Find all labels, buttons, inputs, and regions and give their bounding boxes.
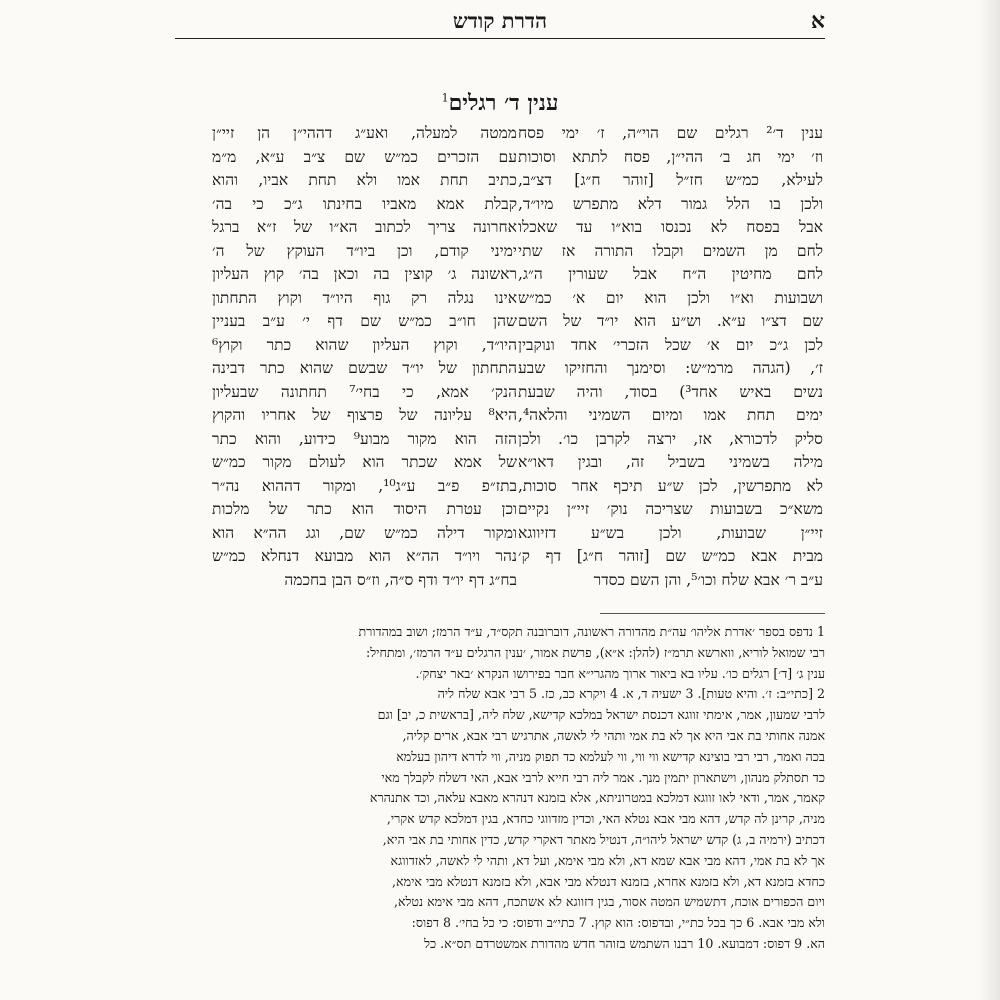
text-line: מילה בשמיני בשביל זה, ובגין דאו״א <box>518 453 823 471</box>
text-line: זיי״ן שבועות, ולכן בש״ע דזיווגא <box>518 523 823 542</box>
section-title <box>175 90 825 116</box>
text-line: אינו נגלה רק גוף היו״ד וקוץ התחתון <box>212 288 517 307</box>
text-line: לכן ג״כ יום א׳ שכל הזכרי׳ אחד ונוקבין <box>518 335 823 354</box>
footnote-line: הא. 9 דפוס: דמבועא. 10 רבנו השתמש בזוהר חדש מהדורת אמשטרדם תס״א. כל <box>424 935 825 951</box>
footnote-line: מניה, קרינן לה קדש, דהא מבי אבא נטלא האי, וכדין מזדווגי כחדא, בגין דמלכא קדש אקרי, <box>386 811 825 827</box>
text-line: שם דצ״ו ע״א. וש״ע הוא יו״ד של השם <box>518 312 823 330</box>
footnote-line: ענין ג׳ [ד׳] רגלים כו׳. עליו בא ביאור ארוך מהגרי״א חבר בפירושו הנקרא ׳באר יצחק׳. <box>415 665 825 681</box>
footnote-line: לרבי שמעון, אמר, אימתי זווגא דכנסת ישראל במלכא קדישא, שלח ליה, [בראשית כ, יב] וגם <box>377 707 825 723</box>
footnote-line: ולא מבי אבא. 6 כך בכל כת״י, ובדפוס: הוא קוץ. 7 כתי״ב ודפוס: כי כל בחי׳. 8 דפוס: <box>411 915 825 931</box>
text-line: היו״ד, וקוץ העליון שהוא כתר וקוץ⁶ <box>212 335 517 354</box>
footnote-line: אך לא בת אמי, דהא מבי אבא שמא דא, ולא מבי אימא, ועל דא, ותהי לי לאשה, לאזדווגא <box>390 852 825 868</box>
footnote-line: ויום הכפורים אוכח, דתשמיש המטה אסור, בגין דזווגא לא אשתכח, דהא מבי אימא נטלא, <box>393 894 825 910</box>
text-line: לחם מן השמים וקבלו התורה אז שתי <box>518 241 823 260</box>
text-line: ימים תחת אמו ומיום השמיני והלאה⁴, <box>518 406 823 424</box>
header-rule <box>175 38 825 39</box>
footnote-line: כחדא בזמנא דא, ולא בזמנא אחרא, בזמנא דנטלא מבי אבא, ולא בזמנא דנטלא מבי אימא, <box>392 873 825 889</box>
section-title-text: ענין ד׳ רגלים <box>448 90 559 116</box>
text-line: לעילא, כמ״ש חז״ל [זוהר ח״ג] דצ״ב, <box>518 171 823 189</box>
footnote-rule <box>600 613 825 614</box>
page-number: א <box>810 8 825 34</box>
text-line: מבית אבא כמ״ש שם [זוהר ח״ג] דף ק׳ <box>518 547 823 565</box>
text-line: ממטה למעלה, ואע״ג דההי״ן הן זיי״ן <box>212 124 517 142</box>
text-line: ולכן בו הלל גמור דלא מתפרש מיו״ד, <box>518 194 823 213</box>
text-line: בתז״פ פ״ב ע״ג¹⁰, ומקור דההוא נה״ר <box>212 476 517 495</box>
text-line: ראשונה ג׳ קוצין בה וכאן בה׳ קוץ העליון <box>212 265 517 283</box>
text-line: וז׳ ימי חג ב׳ ההי״ן, פסח לתתא וסוכות <box>518 147 823 166</box>
text-line: משא״כ בשבועות שצריכה נוק׳ זיי״ן נקיים <box>518 500 823 518</box>
running-title: הדרת קודש <box>452 8 548 33</box>
text-line: סליק לדכורא, אז, ירצה לקרבן כו׳. ולכן <box>518 429 823 448</box>
text-column-right <box>518 122 823 589</box>
footnote-line: בכה ואמר, רבי רבי בוצינא קדישא ווי ווי, ווי לעלמא כד תפוק מניה, ווי לדרא דיהון בעלמא <box>396 748 825 764</box>
section-title-footnote-ref: 1 <box>441 91 449 105</box>
footnote-line: כד תסתלק מנהון, וישתארון יתמין מנך. אמר ליה רבי חייא לרבי אבא, האי דשלח לקבלך מאי <box>381 769 825 785</box>
footnote-line: דכתיב (ירמיה ב, ג) קדש ישראל ליהו״ה, דנטיל מאתר דאקרי קדש, כדין אחותי בת אבי היא, <box>382 831 825 847</box>
footnote-line: קאמר, אמר, ודאי לאו זווגא דמלכא במטרוניתא, אלא בזמנא דנהרא מאבא עלאה, וכד אתנהרא <box>369 790 825 806</box>
page-edge-shadow <box>978 0 1000 1000</box>
text-column-left <box>212 122 517 589</box>
text-line: נשים באיש אחד³) בסוד, והיה שבעת <box>518 382 823 401</box>
text-line: ז׳, (הגהה מרמ״ש: וסימנך והחזיקו שבע <box>518 359 823 377</box>
text-line: ומקור דילה כמ״ש שם, וגג הה״א הוא <box>212 523 517 542</box>
text-line: וכן עטרת היסוד הוא כתר של מלכות <box>212 500 517 518</box>
text-line: ע״ב ר׳ אבא שלח וכו׳⁵, והן השם כסדר <box>593 570 823 589</box>
footnote-line: 2 [כתי״ב: ז׳. והיא טעות]. 3 ישעיה ד, א. 4 ויקרא כב, כז. 5 רבי אבא שלח ליה <box>437 686 825 702</box>
footnote-line: 1 נדפס בספר ׳אדרת אליהו׳ עה״ת מהדורה ראשונה, דוברובנה תקס״ד, ע״ד הרמז; ושוב במהדורת <box>358 624 825 639</box>
text-line: בח״ג דף יו״ד ודף ס״ה, וז״ס הבן בחכמה <box>284 570 517 589</box>
text-line: הזה הוא מקור מבוע⁹ כידוע, והוא כתר <box>212 429 517 448</box>
text-line: ענין ד׳² רגלים שם הוי״ה, ז׳ ימי פסח <box>518 124 823 142</box>
text-line: אחרונה צריך לכתוב הא״ו של ז״א ברגל <box>212 218 517 236</box>
text-line: קבלת אמא מאביו בחינתו ג״כ כי בה׳ <box>212 194 517 213</box>
text-line: לא מתפרשין, לכן ש״ע תיכף אחר סוכות, <box>518 476 823 495</box>
text-line: התחתון של יו״ד שבשם שהוא כתר דבינה <box>212 359 517 377</box>
footnote-line: רבי שמואל לוריא, ווארשא תרמ״ז (להלן: א״א), פרשת אמור, ׳ענין הרגלים ע״ד הרמז׳, ומתחיל: <box>366 644 825 660</box>
text-line: של אמא שכתר הוא לעולם מקור כמ״ש <box>212 453 517 471</box>
text-line: ושבועות וא״ו ולכן הוא יום א׳ כמ״ש <box>518 288 823 307</box>
text-line: אבל בפסח לא נכנסו בוא״ו עד שאכלו <box>518 218 823 236</box>
text-line: ימיני קודם, וכן ביו״ד העוקץ של ה׳ <box>212 241 517 260</box>
text-line: היא⁸ עליונה של פרצוף של אחריו והקוץ <box>212 406 517 424</box>
running-head <box>175 8 825 34</box>
text-line: נהר ויו״ד הה״א הוא מבועא דנחלא כמ״ש <box>212 547 517 565</box>
footnote-line: אמנה אחותי בת אבי היא אך לא בת אמי ותהי לי לאשה, אתרגיש רבי אבא, ארים קליה, <box>402 727 825 743</box>
text-line: שהן חו״ב כמ״ש שם דף י׳ ע״ב בעניין <box>212 312 517 330</box>
text-line: כתיב תחת אמו ולא תחת אביו, והוא <box>212 171 517 189</box>
footnotes <box>175 622 825 955</box>
text-line: הנק׳ אמא, כי בחי׳⁷ תחתונה שבעליון <box>212 382 517 401</box>
text-line: עם הזכרים כמ״ש שם צ״ב ע״א, מ״מ <box>212 147 517 166</box>
text-line: לחם מחיטין ה״ח אבל שעורין ה״ג, <box>518 265 823 283</box>
